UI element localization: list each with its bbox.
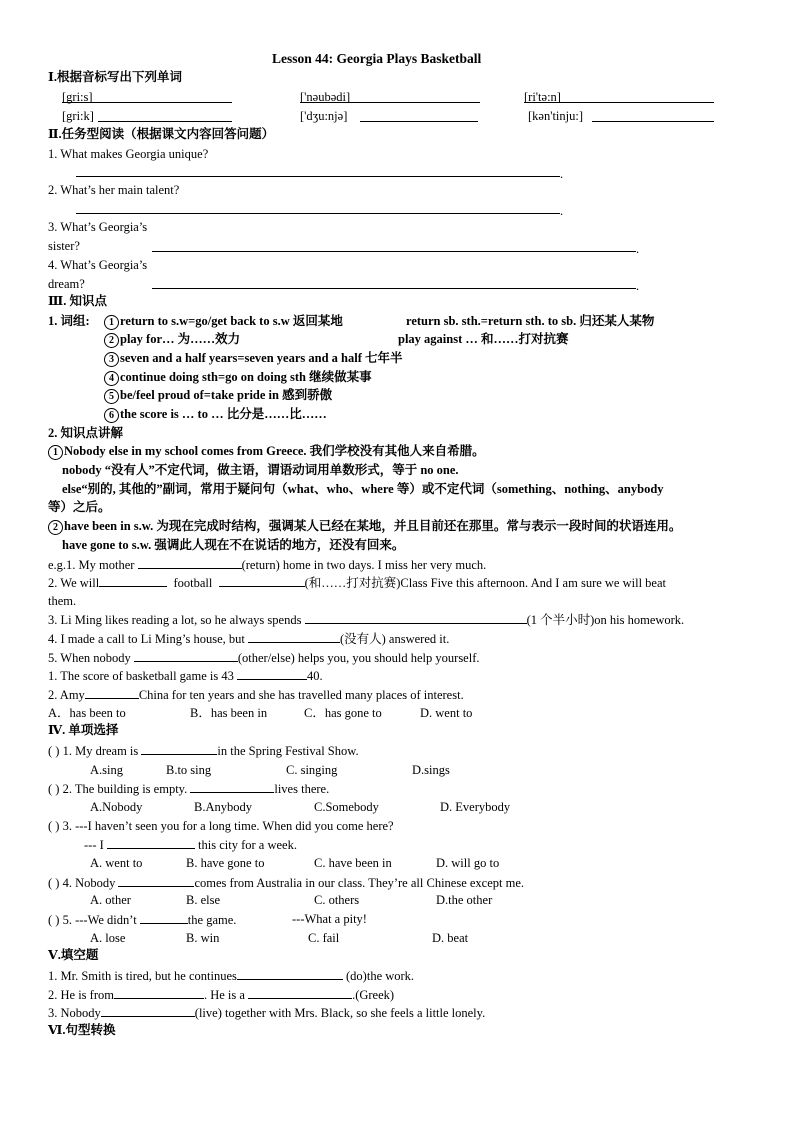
answer-blank[interactable] <box>190 780 274 793</box>
answer-blank[interactable] <box>524 102 714 103</box>
option: B. else <box>186 893 221 907</box>
knowledge-label: 2. 知识点讲解 <box>48 426 124 440</box>
period: . <box>636 242 640 256</box>
reading-question: 3. What’s Georgia’s <box>48 220 148 234</box>
answer-blank[interactable] <box>114 986 204 999</box>
option: A．has been to <box>48 706 126 720</box>
phonetic-item: [gri:s] <box>62 90 93 104</box>
reading-question: 2. What’s her main talent? <box>48 183 180 197</box>
option: D.sings <box>412 763 450 777</box>
phrase-text: return to s.w=go/get back to s.w 返回某地 <box>120 314 343 328</box>
section-3-heading: Ⅲ. 知识点 <box>48 294 107 308</box>
option: A.Nobody <box>90 800 143 814</box>
phrase-item <box>104 406 327 423</box>
circled-number: 2 <box>104 333 119 348</box>
circled-number: 2 <box>48 520 63 535</box>
answer-blank[interactable] <box>134 649 238 662</box>
example-sentence <box>48 649 480 666</box>
answer-blank[interactable] <box>138 556 242 569</box>
option: C. fail <box>308 931 340 945</box>
mcq-question <box>48 874 524 891</box>
phrase-text: seven and a half years=seven years and a half 七年半 <box>120 351 403 365</box>
answer-blank[interactable] <box>62 102 232 103</box>
phonetic-item: [ri'tə:n] <box>524 90 561 104</box>
option: C.Somebody <box>314 800 379 814</box>
mcq-question-line <box>84 836 297 853</box>
answer-line[interactable] <box>76 213 560 214</box>
phrase-item <box>104 369 372 386</box>
knowledge-note: have gone to s.w. 强调此人现在不在说话的地方，还没有回来。 <box>62 538 405 552</box>
answer-blank[interactable] <box>140 911 188 924</box>
text: 40. <box>306 669 323 683</box>
fill-question <box>48 967 414 984</box>
reading-question: sister? <box>48 239 80 253</box>
knowledge-text: Nobody else in my school comes from Greece. 我们学校没有其他人来自希腊。 <box>64 444 485 458</box>
text: (other/else) helps you, you should help yourself. <box>237 651 480 665</box>
answer-blank[interactable] <box>300 102 480 103</box>
option: D. beat <box>432 931 469 945</box>
text: 4. I made a call to Li Ming’s house, but <box>48 632 245 646</box>
text: (没有人) answered it. <box>339 632 450 646</box>
phrase-text: be/feel proud of=take pride in 感到骄傲 <box>120 388 333 402</box>
answer-blank[interactable] <box>592 121 714 122</box>
text: e.g.1. My mother <box>48 558 135 572</box>
answer-blank[interactable] <box>248 630 340 643</box>
circled-number: 3 <box>104 352 119 367</box>
text: the game. <box>187 913 237 927</box>
text: 1. My dream is <box>62 744 139 758</box>
circled-number: 1 <box>104 315 119 330</box>
phonetic-item: ['dʒu:njə] <box>300 109 348 123</box>
fill-question <box>48 1004 485 1021</box>
text: football <box>173 576 213 590</box>
text: --- I <box>84 838 104 852</box>
example-sentence <box>48 667 323 684</box>
option: D. Everybody <box>440 800 511 814</box>
answer-blank[interactable] <box>85 686 139 699</box>
answer-paren[interactable]: ( ) <box>48 782 60 796</box>
answer-line[interactable] <box>152 288 636 289</box>
text: China for ten years and she has travelled many places of interest. <box>138 688 464 702</box>
phrase-item: return sb. sth.=return sth. to sb. 归还某人某物 <box>406 314 655 328</box>
option: D. went to <box>420 706 473 720</box>
option: C. singing <box>286 763 338 777</box>
option: C. have been in <box>314 856 392 870</box>
circled-number: 6 <box>104 408 119 423</box>
knowledge-note: 等）之后。 <box>48 500 111 514</box>
option: A.sing <box>90 763 123 777</box>
answer-blank[interactable] <box>360 121 478 122</box>
answer-blank[interactable] <box>118 874 194 887</box>
text: lives there. <box>274 782 330 796</box>
text: 3. ---I haven’t seen you for a long time. When did you come here? <box>62 819 394 833</box>
example-sentence <box>48 611 684 628</box>
text: 4. Nobody <box>62 876 116 890</box>
option: B.Anybody <box>194 800 252 814</box>
circled-number: 5 <box>104 389 119 404</box>
text: (live) together with Mrs. Black, so she feels a little lonely. <box>194 1006 486 1020</box>
period: . <box>560 167 564 181</box>
option: C. others <box>314 893 360 907</box>
answer-blank[interactable] <box>99 574 167 587</box>
phrase-item: play against … 和……打对抗赛 <box>398 332 569 346</box>
option: B．has been in <box>190 706 268 720</box>
section-6-heading: Ⅵ.句型转换 <box>48 1023 116 1037</box>
phrase-item <box>104 313 343 330</box>
section-2-heading: Ⅱ.任务型阅读（根据课文内容回答问题） <box>48 127 275 141</box>
phrases-label: 1. 词组: <box>48 314 90 328</box>
circled-number: 1 <box>48 445 63 460</box>
option: D.the other <box>436 893 493 907</box>
phrase-text: play for… 为……效力 <box>120 332 241 346</box>
answer-paren[interactable]: ( ) <box>48 744 60 758</box>
text: 2. Amy <box>48 688 85 702</box>
phrase-item <box>104 350 402 367</box>
phonetic-item: [gri:k] <box>62 109 94 123</box>
knowledge-note: nobody “没有人”不定代词，做主语，谓语动词用单数形式，等于 no one. <box>62 463 459 477</box>
text: 2. He is from <box>48 988 114 1002</box>
knowledge-text: have been in s.w. 为现在完成时结构，强调某人已经在某地，并且目前还在那里。常与表示一段时间的状语连用。 <box>64 519 682 533</box>
phonetic-item: [kən'tinju:] <box>528 109 584 123</box>
reading-question: 4. What’s Georgia’s <box>48 258 148 272</box>
text: 3. Nobody <box>48 1006 101 1020</box>
option: C．has gone to <box>304 706 382 720</box>
option: A. went to <box>90 856 143 870</box>
example-sentence: them. <box>48 594 77 608</box>
answer-paren[interactable]: ( ) <box>48 876 60 890</box>
example-sentence <box>48 556 486 573</box>
page-title: Lesson 44: Georgia Plays Basketball <box>272 51 482 66</box>
reading-question: 1. What makes Georgia unique? <box>48 147 209 161</box>
section-1-heading: Ⅰ.根据音标写出下列单词 <box>48 70 182 84</box>
answer-blank[interactable] <box>141 742 217 755</box>
phrase-text: continue doing sth=go on doing sth 继续做某事 <box>120 370 372 384</box>
example-sentence <box>48 574 666 591</box>
mcq-question <box>48 742 359 759</box>
option: D. will go to <box>436 856 500 870</box>
option: B.to sing <box>166 763 212 777</box>
text: .(Greek) <box>352 988 395 1002</box>
text: (和……打对抗赛)Class Five this afternoon. And I am sure we will beat <box>304 576 666 590</box>
mcq-question <box>48 911 236 928</box>
example-sentence <box>48 630 449 647</box>
text: comes from Australia in our class. They’re all Chinese except me. <box>194 876 525 890</box>
answer-paren[interactable]: ( ) <box>48 819 60 833</box>
option: B. win <box>186 931 220 945</box>
example-sentence <box>48 686 464 703</box>
option: B. have gone to <box>186 856 265 870</box>
answer-paren[interactable]: ( ) <box>48 913 60 927</box>
answer-blank[interactable] <box>101 1004 195 1017</box>
phonetic-item: ['nəubədi] <box>300 90 351 104</box>
knowledge-point <box>48 443 485 460</box>
phrase-text: the score is … to … 比分是……比…… <box>120 407 327 421</box>
mcq-question <box>48 818 394 834</box>
answer-blank[interactable] <box>305 611 527 624</box>
answer-blank[interactable] <box>248 986 352 999</box>
text: (do)the work. <box>346 969 415 983</box>
section-4-heading: Ⅳ. 单项选择 <box>48 723 119 737</box>
mcq-question <box>48 780 329 797</box>
phrase-item <box>104 331 240 348</box>
answer-blank[interactable] <box>219 574 305 587</box>
answer-blank[interactable] <box>98 121 232 122</box>
knowledge-note: else“别的, 其他的”副词，常用于疑问句（what、who、where 等）或不定代词（something、nothing、anybody <box>62 482 664 496</box>
text: (return) home in two days. I miss her very much. <box>241 558 487 572</box>
answer-blank[interactable] <box>237 667 307 680</box>
period: . <box>560 204 564 218</box>
text: in the Spring Festival Show. <box>217 744 359 758</box>
text: 2. The building is empty. <box>62 782 188 796</box>
text: 2. We will <box>48 576 100 590</box>
circled-number: 4 <box>104 371 119 386</box>
text: 1. Mr. Smith is tired, but he continues <box>48 969 237 983</box>
answer-blank[interactable] <box>107 836 195 849</box>
knowledge-point <box>48 518 681 535</box>
option: A. lose <box>90 931 126 945</box>
section-5-heading: Ⅴ.填空题 <box>48 948 99 962</box>
period: . <box>636 279 640 293</box>
fill-question <box>48 986 394 1003</box>
mcq-reply: ---What a pity! <box>292 912 367 926</box>
option: A. other <box>90 893 131 907</box>
text: this city for a week. <box>198 838 297 852</box>
text: 1. The score of basketball game is 43 <box>48 669 234 683</box>
reading-question: dream? <box>48 277 85 291</box>
answer-blank[interactable] <box>237 967 343 980</box>
text: (1 个半小时)on his homework. <box>526 613 685 627</box>
text: 5. When nobody <box>48 651 131 665</box>
text: 5. ---We didn’t <box>62 913 137 927</box>
text: 3. Li Ming likes reading a lot, so he always spends <box>48 613 302 627</box>
answer-line[interactable] <box>152 251 636 252</box>
answer-line[interactable] <box>76 176 560 177</box>
phrase-item <box>104 387 332 404</box>
text: . He is a <box>203 988 245 1002</box>
